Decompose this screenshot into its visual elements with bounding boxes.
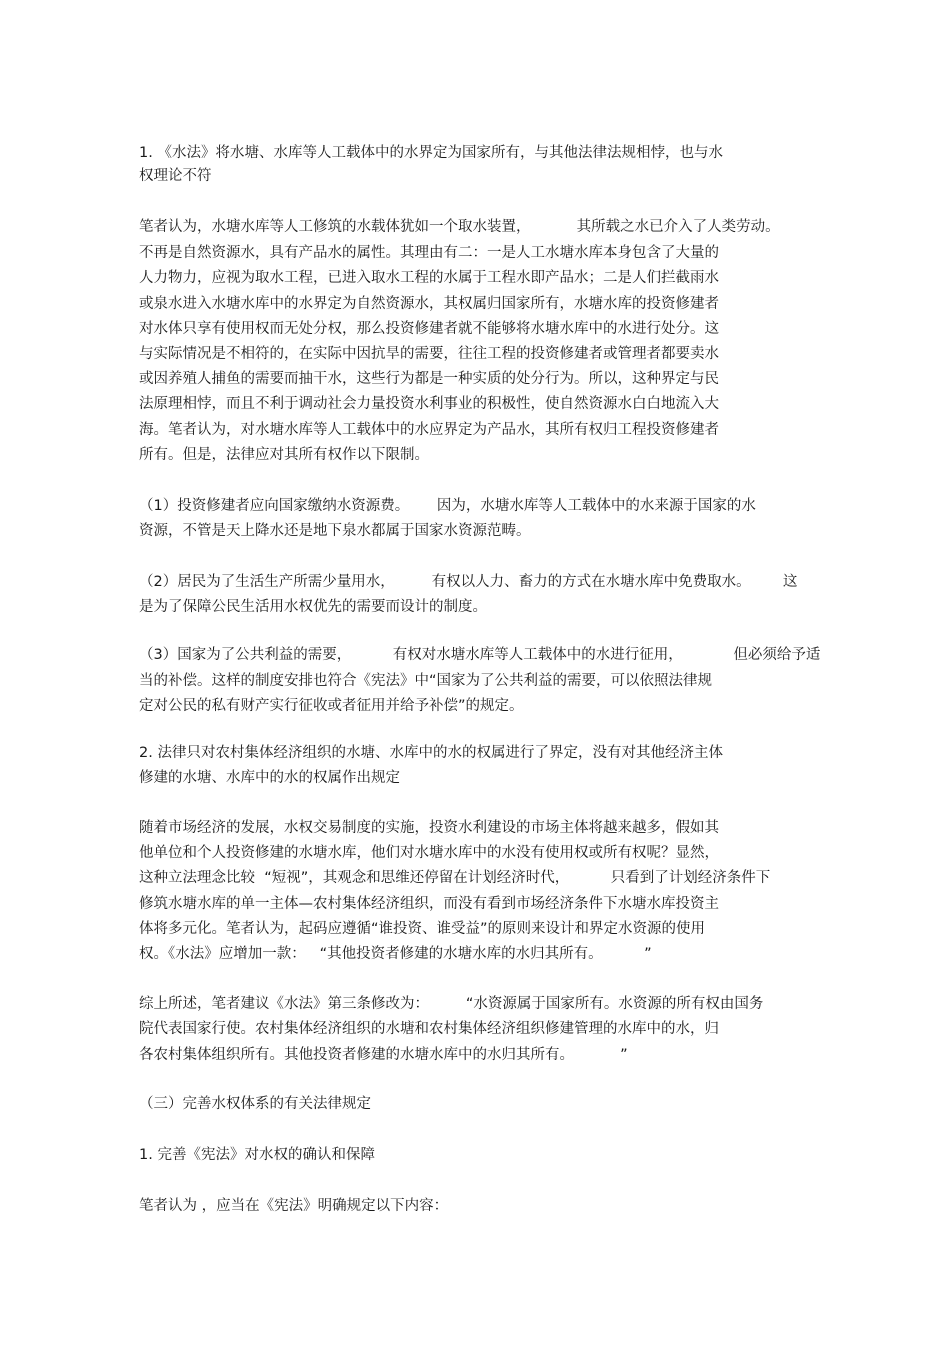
paragraph-line: 体将多元化。笔者认为，起码应遵循“谁投资、谁受益”的原则来设计和界定水资源的使用 (139, 921, 706, 937)
paragraph-line: 不再是自然资源水，具有产品水的属性。其理由有二：一是人工水塘水库本身包含了大量的 (139, 245, 719, 261)
paragraph-line: 随着市场经济的发展，水权交易制度的实施，投资水利建设的市场主体将越来越多，假如其 (139, 820, 719, 836)
heading-2-cont: 修建的水塘、水库中的水的权属作出规定 (139, 770, 400, 786)
paragraph-line: 笔者认为 ，应当在《宪法》明确规定以下内容： (139, 1198, 449, 1214)
heading-1: 1. 《水法》将水塘、水库等人工载体中的水界定为国家所有，与其他法律法规相悖，也与水 (139, 145, 723, 161)
item-3-line: （3）国家为了公共利益的需要， 有权对水塘水库等人工载体中的水进行征用， 但必须给予适 (139, 647, 821, 663)
paragraph-line: 对水体只享有使用权而无处分权，那么投资修建者就不能够将水塘水库中的水进行处分。这 (139, 321, 719, 337)
summary-line: 综上所述，笔者建议《水法》第三条修改为： “水资源属于国家所有。水资源的所有权由国务 (139, 996, 764, 1012)
summary-line: 院代表国家行使。农村集体经济组织的水塘和农村集体经济组织修建管理的水库中的水，归 (139, 1021, 719, 1037)
paragraph-line: 他单位和个人投资修建的水塘水库，他们对水塘水库中的水没有使用权或所有权呢？显然， (139, 845, 719, 861)
paragraph-line: 法原理相悖，而且不利于调动社会力量投资水利事业的积极性，使自然资源水白白地流入大 (139, 396, 719, 412)
paragraph-line: 所有。但是，法律应对其所有权作以下限制。 (139, 447, 429, 463)
item-2-line: （2）居民为了生活生产所需少量用水， 有权以人力、畜力的方式在水塘水库中免费取水。 这 (139, 574, 798, 590)
item-1-line: （1）投资修建者应向国家缴纳水资源费。 因为，水塘水库等人工载体中的水来源于国家的水 (139, 498, 756, 514)
paragraph-line: 海。笔者认为，对水塘水库等人工载体中的水应界定为产品水，其所有权归工程投资修建者 (139, 422, 719, 438)
heading-1-cont: 权理论不符 (139, 168, 212, 184)
heading-2: 2. 法律只对农村集体经济组织的水塘、水库中的水的权属进行了界定，没有对其他经济主体 (139, 745, 723, 761)
item-2-line: 是为了保障公民生活用水权优先的需要而设计的制度。 (139, 599, 487, 615)
paragraph-line: 人力物力，应视为取水工程，已进入取水工程的水属于工程水即产品水；二是人们拦截雨水 (139, 270, 719, 286)
summary-line: 各农村集体组织所有。其他投资者修建的水塘水库中的水归其所有。 ” (139, 1047, 628, 1063)
section-heading: （三）完善水权体系的有关法律规定 (139, 1096, 371, 1112)
paragraph-line: 修筑水塘水库的单一主体—农村集体经济组织，而没有看到市场经济条件下水塘水库投资主 (139, 896, 719, 912)
subheading: 1. 完善《宪法》对水权的确认和保障 (139, 1147, 375, 1163)
paragraph-line: 与实际情况是不相符的，在实际中因抗旱的需要，往往工程的投资修建者或管理者都要卖水 (139, 346, 719, 362)
paragraph-line: 或因养殖人捕鱼的需要而抽干水，这些行为都是一种实质的处分行为。所以，这种界定与民 (139, 371, 719, 387)
item-3-line: 定对公民的私有财产实行征收或者征用并给予补偿”的规定。 (139, 698, 524, 714)
paragraph-line: 或泉水进入水塘水库中的水界定为自然资源水，其权属归国家所有，水塘水库的投资修建者 (139, 296, 719, 312)
paragraph-line: 笔者认为，水塘水库等人工修筑的水载体犹如一个取水装置， 其所载之水已介入了人类劳动。 (139, 219, 780, 235)
item-1-line: 资源，不管是天上降水还是地下泉水都属于国家水资源范畴。 (139, 523, 531, 539)
paragraph-line: 这种立法理念比较 “短视”，其观念和思维还停留在计划经济时代， 只看到了计划经济条件下 (139, 870, 771, 886)
item-3-line: 当的补偿。这样的制度安排也符合《宪法》中“国家为了公共利益的需要，可以依照法律规 (139, 673, 713, 689)
paragraph-line: 权。《水法》应增加一款： “其他投资者修建的水塘水库的水归其所有。 ” (139, 946, 652, 962)
